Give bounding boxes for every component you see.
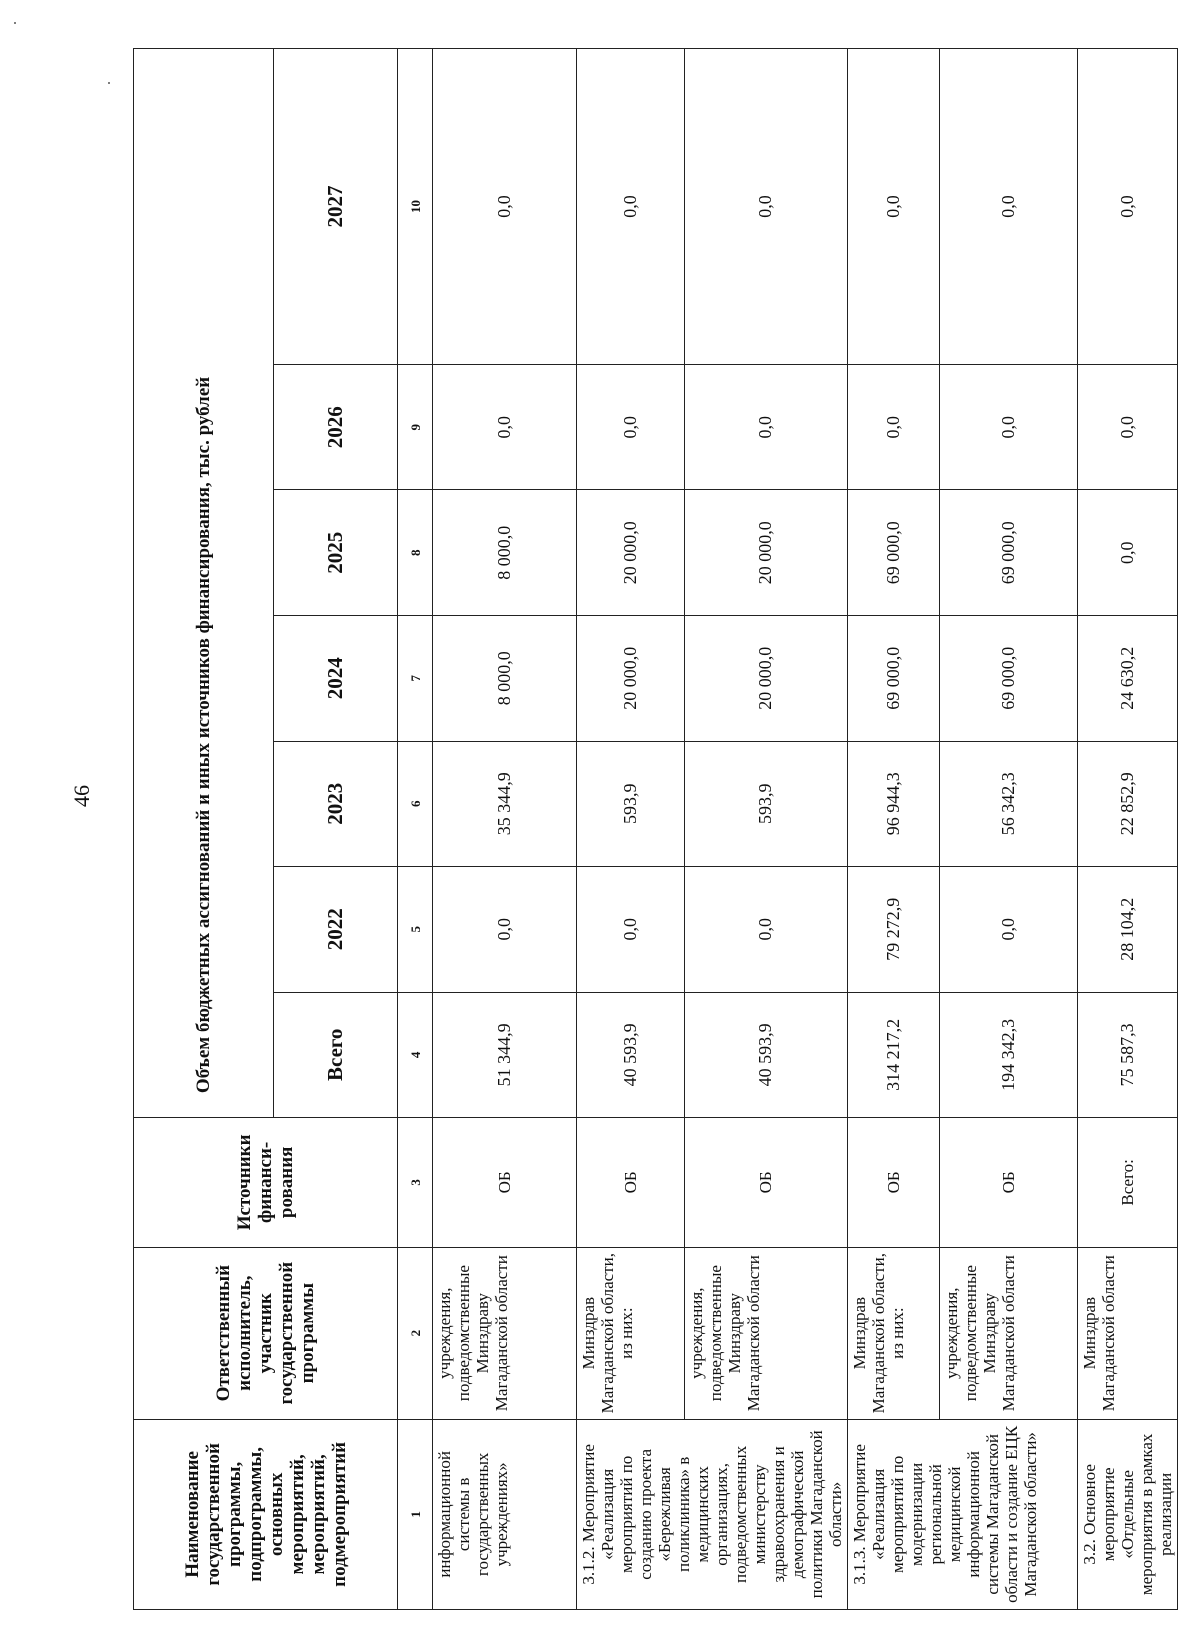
row-value: 69 000,0 xyxy=(940,490,1078,616)
row-executor: Минздрав Магаданской области xyxy=(1078,1247,1178,1419)
row-value: 0,0 xyxy=(577,364,685,490)
row-value: 22 852,9 xyxy=(1078,741,1178,867)
header-year: 2023 xyxy=(274,741,398,867)
row-value: 0,0 xyxy=(1078,490,1178,616)
row-source: ОБ xyxy=(577,1118,685,1248)
row-value: 0,0 xyxy=(684,867,847,993)
row-source: ОБ xyxy=(848,1118,940,1248)
column-number: 5 xyxy=(398,867,433,993)
row-executor: учреждения, подведомственные Минздраву Магаданской области xyxy=(940,1247,1078,1419)
row-value: 194 342,3 xyxy=(940,992,1078,1118)
row-value: 51 344,9 xyxy=(433,992,577,1118)
column-number: 8 xyxy=(398,490,433,616)
table-row xyxy=(433,49,577,1610)
row-value: 40 593,9 xyxy=(577,992,685,1118)
row-value: 314 217,2 xyxy=(848,992,940,1118)
column-number: 7 xyxy=(398,616,433,742)
row-source: Всего: xyxy=(1078,1118,1178,1248)
table-row xyxy=(577,49,685,1610)
row-value: 593,9 xyxy=(577,741,685,867)
row-value: 0,0 xyxy=(1078,49,1178,365)
row-value: 0,0 xyxy=(684,49,847,365)
row-value: 79 272,9 xyxy=(848,867,940,993)
row-executor: учреждения, подведомственные Минздраву Магаданской области xyxy=(684,1247,847,1419)
row-value: 0,0 xyxy=(848,49,940,365)
column-number: 3 xyxy=(398,1118,433,1248)
row-value: 593,9 xyxy=(684,741,847,867)
row-source: ОБ xyxy=(940,1118,1078,1248)
row-executor: Минздрав Магаданской области, из них: xyxy=(848,1247,940,1419)
row-value: 0,0 xyxy=(1078,364,1178,490)
header-name: Наименование государственной программы, подпрограммы, основных мероприятий, мероприятий, подмероприятий xyxy=(134,1419,398,1609)
row-value: 35 344,9 xyxy=(433,741,577,867)
scan-speck xyxy=(14,22,16,24)
row-value: 75 587,3 xyxy=(1078,992,1178,1118)
row-value: 20 000,0 xyxy=(577,490,685,616)
column-number: 2 xyxy=(398,1247,433,1419)
row-value: 40 593,9 xyxy=(684,992,847,1118)
row-name: информационной системы в государственных учреждениях» xyxy=(433,1419,577,1609)
row-value: 69 000,0 xyxy=(848,616,940,742)
table-row xyxy=(848,49,940,1610)
column-number-row xyxy=(398,49,433,1610)
row-source: ОБ xyxy=(433,1118,577,1248)
row-executor: учреждения, подведомственные Минздраву Магаданской области xyxy=(433,1247,577,1419)
header-year: 2024 xyxy=(274,616,398,742)
header-executor: Ответственный исполнитель, участник государственной программы xyxy=(134,1247,398,1419)
column-number: 10 xyxy=(398,49,433,365)
row-executor: Минздрав Магаданской области, из них: xyxy=(577,1247,685,1419)
row-value: 24 630,2 xyxy=(1078,616,1178,742)
row-name: 3.1.3. Мероприятие «Реализация мероприятий по модернизации региональной медицинской информационной системы Магаданской области и создание ЕЦК Магаданской области» xyxy=(848,1419,1078,1609)
row-value: 69 000,0 xyxy=(940,616,1078,742)
row-value: 8 000,0 xyxy=(433,616,577,742)
row-value: 0,0 xyxy=(940,49,1078,365)
row-value: 0,0 xyxy=(433,49,577,365)
row-name: 3.1.2. Мероприятие «Реализация мероприятий по созданию проекта «Бережливая поликлиника» в медицинских организациях, подведомственных министерству здравоохранения и демографической политики Магаданской области» xyxy=(577,1419,848,1609)
table-row xyxy=(684,49,847,1610)
row-value: 0,0 xyxy=(577,49,685,365)
column-number: 4 xyxy=(398,992,433,1118)
row-value: 8 000,0 xyxy=(433,490,577,616)
row-value: 20 000,0 xyxy=(577,616,685,742)
row-value: 96 944,3 xyxy=(848,741,940,867)
table-row xyxy=(940,49,1078,1610)
row-value: 0,0 xyxy=(577,867,685,993)
header-year: 2025 xyxy=(274,490,398,616)
header-year: 2022 xyxy=(274,867,398,993)
row-value: 0,0 xyxy=(848,364,940,490)
row-value: 69 000,0 xyxy=(848,490,940,616)
table-row xyxy=(1078,49,1178,1610)
rotated-table-container xyxy=(133,48,1175,1610)
row-value: 56 342,3 xyxy=(940,741,1078,867)
header-year: 2026 xyxy=(274,364,398,490)
scan-speck xyxy=(108,82,110,84)
column-number: 9 xyxy=(398,364,433,490)
header-row-group xyxy=(134,49,274,1610)
column-number: 6 xyxy=(398,741,433,867)
header-funding-group: Объем бюджетных ассигнований и иных источников финансирования, тыс. рублей xyxy=(134,49,274,1118)
header-sources: Источники финанси-рования xyxy=(134,1118,398,1248)
row-source: ОБ xyxy=(684,1118,847,1248)
row-value: 20 000,0 xyxy=(684,616,847,742)
row-value: 0,0 xyxy=(433,867,577,993)
header-year: 2027 xyxy=(274,49,398,365)
row-value: 0,0 xyxy=(433,364,577,490)
funding-table xyxy=(133,48,1178,1610)
row-value: 0,0 xyxy=(940,364,1078,490)
row-name: 3.2. Основное мероприятие «Отдельные мероприятия в рамках реализации xyxy=(1078,1419,1178,1609)
row-value: 0,0 xyxy=(940,867,1078,993)
row-value: 28 104,2 xyxy=(1078,867,1178,993)
row-value: 0,0 xyxy=(684,364,847,490)
row-value: 20 000,0 xyxy=(684,490,847,616)
page-number: 46 xyxy=(69,785,94,807)
header-year: Всего xyxy=(274,992,398,1118)
column-number: 1 xyxy=(398,1419,433,1609)
